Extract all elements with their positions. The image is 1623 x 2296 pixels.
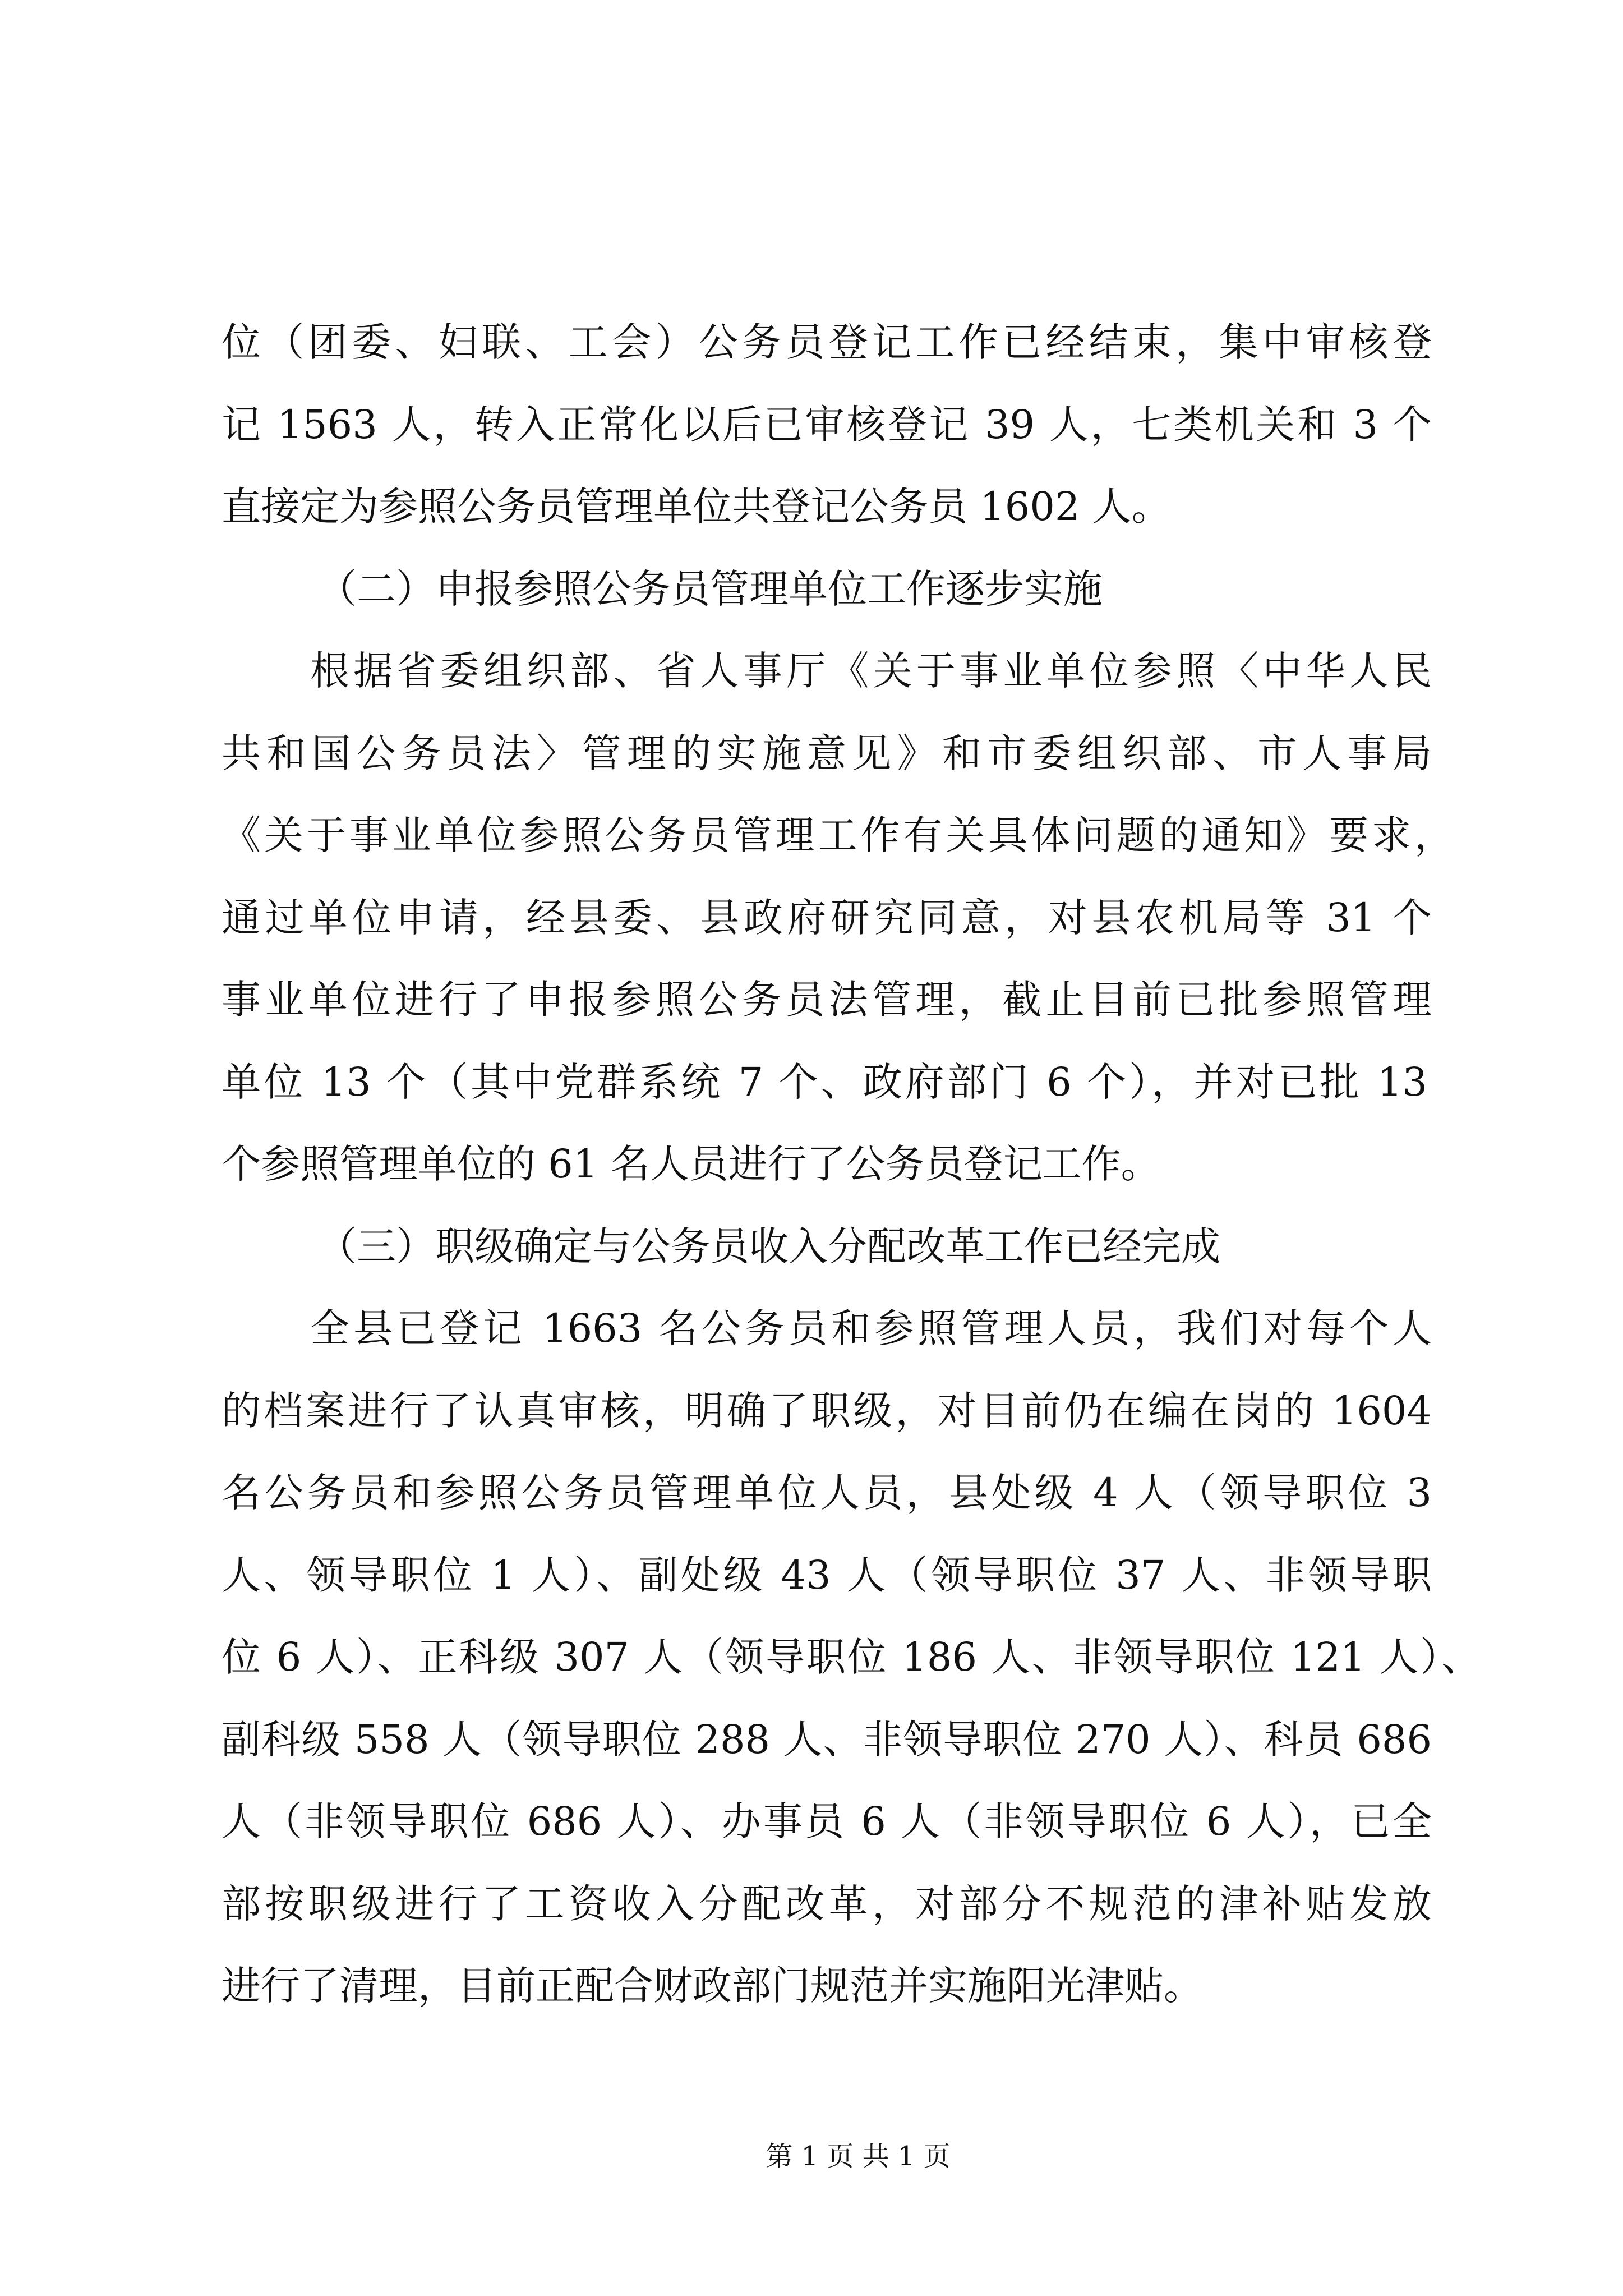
paragraph-line: 单位 13 个（其中党群系统 7 个、政府部门 6 个），并对已批 13 [222, 1059, 1427, 1105]
paragraph-line: 名公务员和参照公务员管理单位人员，县处级 4 人（领导职位 3 [222, 1470, 1432, 1516]
paragraph-line: 位（团委、妇联、工会）公务员登记工作已经结束，集中审核登 [222, 319, 1432, 365]
section-heading-2: （二）申报参照公务员管理单位工作逐步实施 [317, 565, 1103, 612]
page-number-footer: 第 1 页 共 1 页 [766, 2141, 951, 2172]
paragraph-line: 人（非领导职位 686 人）、办事员 6 人（非领导职位 6 人），已全 [222, 1798, 1432, 1844]
paragraph-line: 共和国公务员法〉管理的实施意见》和市委组织部、市人事局 [222, 730, 1432, 776]
paragraph-line: 个参照管理单位的 61 名人员进行了公务员登记工作。 [222, 1141, 1160, 1187]
paragraph-line: 人、领导职位 1 人）、副处级 43 人（领导职位 37 人、非领导职 [222, 1552, 1432, 1598]
paragraph-line: 《关于事业单位参照公务员管理工作有关具体问题的通知》要求， [222, 812, 1454, 858]
paragraph-line: 进行了清理，目前正配合财政部门规范并实施阳光津贴。 [222, 1963, 1203, 2009]
paragraph-line: 部按职级进行了工资收入分配改革，对部分不规范的津补贴发放 [222, 1880, 1432, 1927]
paragraph-line: 记 1563 人，转入正常化以后已审核登记 39 人，七类机关和 3 个 [222, 401, 1432, 448]
paragraph-line: 位 6 人）、正科级 307 人（领导职位 186 人、非领导职位 121 人）、 [222, 1634, 1481, 1680]
paragraph-line: 根据省委组织部、省人事厅《关于事业单位参照〈中华人民 [310, 648, 1432, 694]
paragraph-line: 的档案进行了认真审核，明确了职级，对目前仍在编在岗的 1604 [222, 1387, 1432, 1434]
section-heading-3: （三）职级确定与公务员收入分配改革工作已经完成 [317, 1223, 1220, 1269]
document-body [222, 301, 1511, 2027]
paragraph-line: 副科级 558 人（领导职位 288 人、非领导职位 270 人）、科员 686 [222, 1716, 1432, 1763]
paragraph-line: 通过单位申请，经县委、县政府研究同意，对县农机局等 31 个 [222, 894, 1432, 941]
paragraph-line: 事业单位进行了申报参照公务员法管理，截止目前已批参照管理 [222, 977, 1432, 1023]
paragraph-line: 直接定为参照公务员管理单位共登记公务员 1602 人。 [222, 484, 1171, 530]
paragraph-line: 全县已登记 1663 名公务员和参照管理人员，我们对每个人 [310, 1305, 1432, 1351]
